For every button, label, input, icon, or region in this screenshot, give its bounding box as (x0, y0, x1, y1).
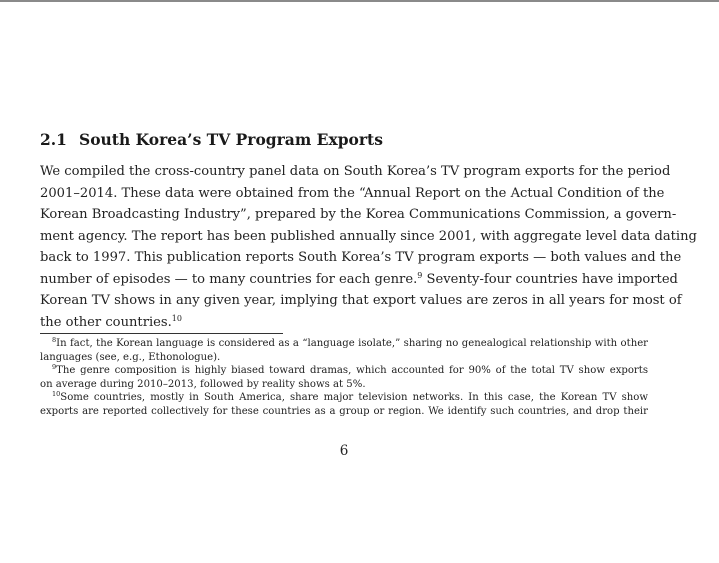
paragraph-line: ment agency. The report has been published annually since 2001, with aggregate level data dating (40, 228, 697, 244)
line-text: Seventy-four countries have imported (422, 271, 678, 287)
page-number: 6 (339, 443, 349, 459)
paragraph-line (40, 312, 648, 334)
footnote-10-cont: exports are reported collectively for these countries as a group or region. We identify such countries, and drop their (40, 405, 648, 417)
footnote-mark: 9 (52, 363, 57, 371)
line-text: the other countries. (40, 314, 172, 330)
footnote-mark: 10 (52, 390, 61, 398)
footnote-divider (40, 333, 283, 334)
footnote-9 (40, 364, 648, 378)
footnote-ref-10[interactable]: 10 (171, 313, 182, 323)
paragraph-line: We compiled the cross-country panel data on South Korea’s TV program exports for the period (40, 164, 671, 179)
paragraph-line: back to 1997. This publication reports South Korea’s TV program exports — both values and the (40, 250, 682, 265)
footnote-text: Some countries, mostly in South America, share major television networks. In this case, the Korean TV show (60, 392, 648, 403)
footnote-ref-9[interactable]: 9 (417, 270, 423, 280)
document-page (40, 0, 697, 563)
line-text: number of episodes — to many countries for each genre. (40, 271, 418, 287)
footnote-8-cont: languages (see, e.g., Ethonologue). (40, 351, 221, 363)
paragraph-line: Korean TV shows in any given year, implying that export values are zeros in all years for most of (40, 293, 682, 308)
section-title: South Korea’s TV Program Exports (79, 130, 383, 149)
footnote-10 (40, 391, 648, 405)
paragraph-line: 2001–2014. These data were obtained from the “Annual Report on the Actual Condition of the (40, 185, 665, 201)
footnotes (40, 337, 648, 418)
footnote-9-cont: on average during 2010–2013, followed by reality shows at 5%. (40, 378, 366, 390)
footnote-mark: 8 (52, 336, 57, 344)
section-number: 2.1 (40, 130, 67, 149)
body-paragraph (40, 161, 697, 333)
paragraph-line (40, 269, 678, 291)
paragraph-line: Korean Broadcasting Industry”, prepared by the Korea Communications Commission, a govern- (40, 207, 677, 222)
footnote-8 (40, 337, 648, 351)
footnote-text: In fact, the Korean language is considered as a “language isolate,” sharing no genealogical relationship with other (56, 338, 648, 349)
section-heading (40, 130, 383, 149)
footnote-text: The genre composition is highly biased toward dramas, which accounted for 90% of the total TV show exports (56, 365, 648, 376)
